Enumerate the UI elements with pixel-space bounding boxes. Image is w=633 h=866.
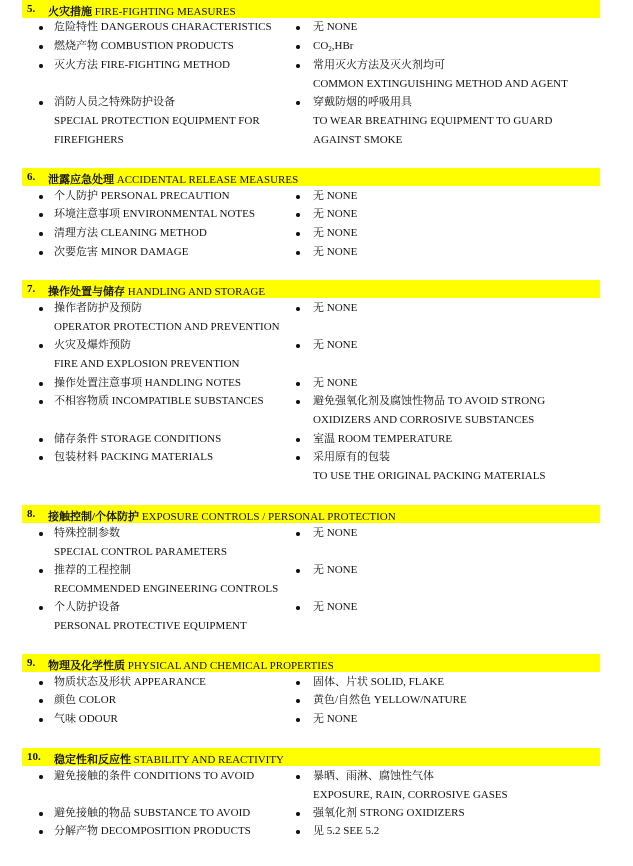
bullet-icon [296,718,300,722]
item-label: PERSONAL PROTECTIVE EQUIPMENT [54,620,247,632]
bullet-icon [39,438,43,442]
bullet-icon [39,812,43,816]
bullet-icon [296,251,300,255]
item-value: 无 NONE [313,564,358,576]
item-label: FIREFIGHERS [54,134,124,146]
item-value: TO WEAR BREATHING EQUIPMENT TO GUARD [313,115,553,127]
bullet-icon [296,681,300,685]
section-header [22,0,600,18]
bullet-icon [39,775,43,779]
bullet-icon [296,606,300,610]
section-title [48,3,236,19]
bullet-icon [39,307,43,311]
item-value: TO USE THE ORIGINAL PACKING MATERIALS [313,470,546,482]
item-label: 环境注意事项 ENVIRONMENTAL NOTES [54,208,255,220]
section-title-en: EXPOSURE CONTROLS / PERSONAL PROTECTION [139,511,396,523]
item-value: 无 NONE [313,21,358,33]
bullet-icon [39,64,43,68]
item-value: 无 NONE [313,339,358,351]
item-label: 个人防护 PERSONAL PRECAUTION [54,190,230,202]
item-value: 无 NONE [313,190,358,202]
item-label: 操作者防护及预防 [54,302,142,314]
bullet-icon [39,569,43,573]
bullet-icon [296,400,300,404]
bullet-icon [296,64,300,68]
section-title [48,508,396,524]
item-label: 颜色 COLOR [54,694,117,706]
section-title-en: FIRE-FIGHTING MEASURES [92,6,236,18]
bullet-icon [39,344,43,348]
item-label: 燃烧产物 COMBUSTION PRODUCTS [54,40,234,52]
item-value: 采用原有的包装 [313,451,390,463]
item-label: 分解产物 DECOMPOSITION PRODUCTS [54,825,251,837]
bullet-icon [296,101,300,105]
bullet-icon [296,26,300,30]
item-value: COMMON EXTINGUISHING METHOD AND AGENT [313,78,568,90]
item-value: 室温 ROOM TEMPERATURE [313,433,453,445]
section-title-cn: 接触控制/个体防护 [48,511,140,523]
item-label: 包装材料 PACKING MATERIALS [54,451,214,463]
item-label: 次要危害 MINOR DAMAGE [54,246,189,258]
item-value: 无 NONE [313,208,358,220]
bullet-icon [296,775,300,779]
bullet-icon [296,830,300,834]
bullet-icon [296,232,300,236]
bullet-icon [296,344,300,348]
section-number: 7. [27,283,36,295]
item-label: 避免接触的条件 CONDITIONS TO AVOID [54,770,255,782]
bullet-icon [296,213,300,217]
bullet-icon [39,456,43,460]
item-value: 固体、片状 SOLID, FLAKE [313,676,445,688]
item-label: 个人防护设备 [54,601,120,613]
formula-part: ,HBr [331,40,354,52]
item-label: SPECIAL PROTECTION EQUIPMENT FOR [54,115,260,127]
item-label: 物质状态及形状 APPEARANCE [54,676,206,688]
item-label: 不相容物质 INCOMPATIBLE SUBSTANCES [54,395,264,407]
item-label: 操作处置注意事项 HANDLING NOTES [54,377,241,389]
section-header [22,168,600,186]
bullet-icon [39,382,43,386]
item-value: 无 NONE [313,713,358,725]
bullet-icon [39,45,43,49]
section-number: 5. [27,3,36,15]
bullet-icon [39,718,43,722]
formula-subscript: 2 [328,45,332,53]
item-label: OPERATOR PROTECTION AND PREVENTION [54,321,280,333]
bullet-icon [39,232,43,236]
item-value: 强氧化剂 STRONG OXIDIZERS [313,807,465,819]
item-label: 危险特性 DANGEROUS CHARACTERISTICS [54,21,272,33]
bullet-icon [296,195,300,199]
item-label: 气味 ODOUR [54,713,118,725]
item-value: EXPOSURE, RAIN, CORROSIVE GASES [313,789,508,801]
bullet-icon [296,307,300,311]
item-value: 无 NONE [313,246,358,258]
section-title-en: STABILITY AND REACTIVITY [131,754,285,766]
item-value [313,37,353,56]
item-label: 避免接触的物品 SUBSTANCE TO AVOID [54,807,251,819]
item-label: 特殊控制参数 [54,527,120,539]
bullet-icon [296,45,300,49]
bullet-icon [39,195,43,199]
bullet-icon [296,456,300,460]
item-value: AGAINST SMOKE [313,134,403,146]
section-title-cn: 物理及化学性质 [48,660,125,672]
item-value: 无 NONE [313,377,358,389]
bullet-icon [296,438,300,442]
section-number: 10. [27,751,41,763]
section-number: 6. [27,171,36,183]
bullet-icon [39,251,43,255]
item-label: 灭火方法 FIRE-FIGHTING METHOD [54,59,230,71]
bullet-icon [39,400,43,404]
bullet-icon [39,699,43,703]
bullet-icon [39,26,43,30]
section-title-cn: 操作处置与储存 [48,286,125,298]
item-label: 储存条件 STORAGE CONDITIONS [54,433,222,445]
bullet-icon [296,699,300,703]
section-header [22,748,600,766]
item-value: 无 NONE [313,601,358,613]
section-title-en: PHYSICAL AND CHEMICAL PROPERTIES [125,660,334,672]
item-value: 避免强氧化剂及腐蚀性物品 TO AVOID STRONG [313,395,546,407]
bullet-icon [296,569,300,573]
item-value: 常用灭火方法及灭火剂均可 [313,59,445,71]
item-label: 清理方法 CLEANING METHOD [54,227,207,239]
section-header [22,280,600,298]
item-label: 消防人员之特殊防护设备 [54,96,175,108]
item-value: 黄色/自然色 YELLOW/NATURE [313,694,467,706]
bullet-icon [296,532,300,536]
section-title-cn: 火灾措施 [48,6,92,18]
section-title-en: ACCIDENTAL RELEASE MEASURES [114,174,299,186]
section-title [48,171,298,187]
item-value: 无 NONE [313,527,358,539]
item-value: 暴晒、雨淋、腐蚀性气体 [313,770,434,782]
item-value: 无 NONE [313,227,358,239]
section-header [22,654,600,672]
section-title-cn: 泄露应急处理 [48,174,114,186]
bullet-icon [39,101,43,105]
bullet-icon [296,812,300,816]
item-label: RECOMMENDED ENGINEERING CONTROLS [54,583,279,595]
item-value: 无 NONE [313,302,358,314]
formula-part: CO [313,40,329,52]
section-number: 9. [27,657,36,669]
bullet-icon [39,213,43,217]
bullet-icon [39,532,43,536]
bullet-icon [296,382,300,386]
item-value: OXIDIZERS AND CORROSIVE SUBSTANCES [313,414,535,426]
item-label: FIRE AND EXPLOSION PREVENTION [54,358,240,370]
section-number: 8. [27,508,36,520]
section-header [22,505,600,523]
item-label: SPECIAL CONTROL PARAMETERS [54,546,227,558]
bullet-icon [39,681,43,685]
section-title [54,751,284,767]
section-title [48,283,265,299]
item-label: 火灾及爆炸预防 [54,339,131,351]
item-label: 推荐的工程控制 [54,564,131,576]
section-title-cn: 稳定性和反应性 [54,754,131,766]
bullet-icon [39,606,43,610]
section-title [48,657,334,673]
section-title-en: HANDLING AND STORAGE [125,286,266,298]
item-value: 见 5.2 SEE 5.2 [313,825,380,837]
item-value: 穿戴防烟的呼吸用具 [313,96,412,108]
bullet-icon [39,830,43,834]
